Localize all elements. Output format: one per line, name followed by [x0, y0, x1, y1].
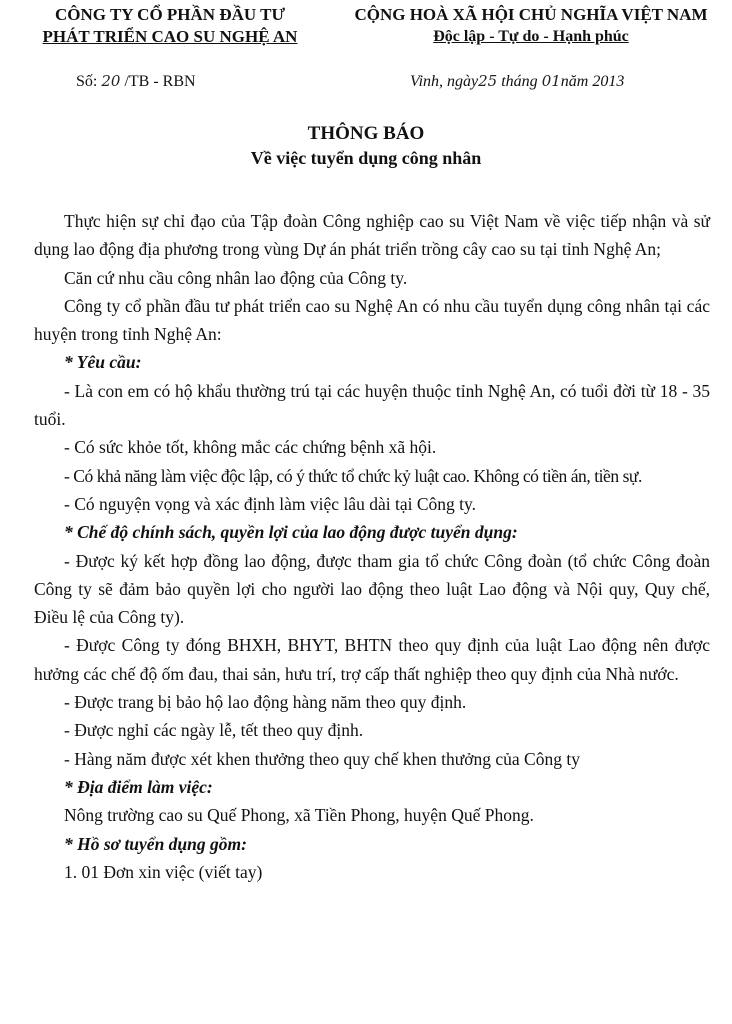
requirement-item: - Có khả năng làm việc độc lập, có ý thức tổ chức kỷ luật cao. Không có tiền án, tiền sự. — [64, 465, 642, 486]
organization-line-2: PHÁT TRIỂN CAO SU NGHỆ AN — [42, 27, 298, 46]
benefit-item: - Được nghỉ các ngày lễ, tết theo quy định. — [64, 720, 364, 741]
heading-dossier: * Hồ sơ tuyển dụng gồm: — [64, 833, 247, 854]
document-number-handwritten: 20 — [101, 72, 121, 90]
organization-name — [20, 4, 320, 48]
benefit-item: - Hàng năm được xét khen thưởng theo quy chế khen thưởng của Công ty — [64, 748, 580, 769]
document-meta — [0, 72, 732, 96]
benefit-item: - Được trang bị bảo hộ lao động hàng năm theo quy định. — [64, 692, 467, 713]
heading-location: * Địa điểm làm việc: — [64, 776, 213, 797]
paragraph-basis: Căn cứ nhu cầu công nhân lao động của Công ty. — [64, 267, 408, 288]
national-title: CỘNG HOÀ XÃ HỘI CHỦ NGHĨA VIỆT NAM — [354, 5, 708, 24]
document-title: THÔNG BÁO — [307, 123, 425, 144]
requirement-item: - Có sức khỏe tốt, không mắc các chứng bệnh xã hội. — [64, 437, 437, 458]
date-day-handwritten: 25 — [478, 72, 498, 90]
benefit-item: - Được ký kết hợp đồng lao động, được tham gia tổ chức Công đoàn (tổ chức Công đoàn Công ty sẽ đảm bảo quyền lợi cho người lao động theo luật Lao động và Nội quy, Quy chế, Điều lệ của Công ty). — [34, 550, 710, 628]
requirement-item: - Có nguyện vọng và xác định làm việc lâu dài tại Công ty. — [64, 493, 476, 514]
date-prefix: Vinh, ngày — [410, 73, 479, 90]
requirement-item: - Là con em có hộ khẩu thường trú tại các huyện thuộc tỉnh Nghệ An, có tuổi đời từ 18 - 35 tuổi. — [34, 380, 710, 430]
document-number-suffix: /TB - RBN — [124, 73, 196, 90]
national-heading — [332, 4, 730, 48]
national-motto: Độc lập - Tự do - Hạnh phúc — [433, 28, 629, 45]
document-number — [76, 72, 196, 91]
document-body — [34, 207, 710, 886]
document-date — [410, 72, 624, 91]
date-year: năm 2013 — [560, 73, 625, 90]
date-month-label: tháng — [501, 73, 538, 90]
document-title-block — [0, 122, 732, 170]
dossier-item: 1. 01 Đơn xin việc (viết tay) — [64, 861, 263, 882]
work-location: Nông trường cao su Quế Phong, xã Tiền Phong, huyện Quế Phong. — [64, 805, 534, 826]
document-subtitle: Về việc tuyển dụng công nhân — [250, 148, 482, 168]
organization-line-1: CÔNG TY CỔ PHẦN ĐẦU TƯ — [55, 5, 285, 24]
heading-requirements: * Yêu cầu: — [64, 352, 142, 373]
benefit-item: - Được Công ty đóng BHXH, BHYT, BHTN theo quy định của luật Lao động nên được hưởng các chế độ ốm đau, thai sản, hưu trí, trợ cấp thất nghiệp theo quy định của Nhà nước. — [34, 635, 710, 684]
paragraph-directive: Thực hiện sự chỉ đạo của Tập đoàn Công nghiệp cao su Việt Nam về việc tiếp nhận và sử dụng lao động địa phương trong vùng Dự án phát triển trồng cây cao su tại tỉnh Nghệ An; — [34, 211, 710, 260]
document-number-prefix: Số: — [76, 73, 98, 90]
paragraph-announcement: Công ty cổ phần đầu tư phát triển cao su Nghệ An có nhu cầu tuyển dụng công nhân tại các huyện trong tỉnh Nghệ An: — [34, 295, 710, 345]
document-header — [0, 4, 732, 64]
date-month-handwritten: 01 — [541, 72, 561, 90]
heading-benefits: * Chế độ chính sách, quyền lợi của lao động được tuyển dụng: — [64, 522, 518, 543]
